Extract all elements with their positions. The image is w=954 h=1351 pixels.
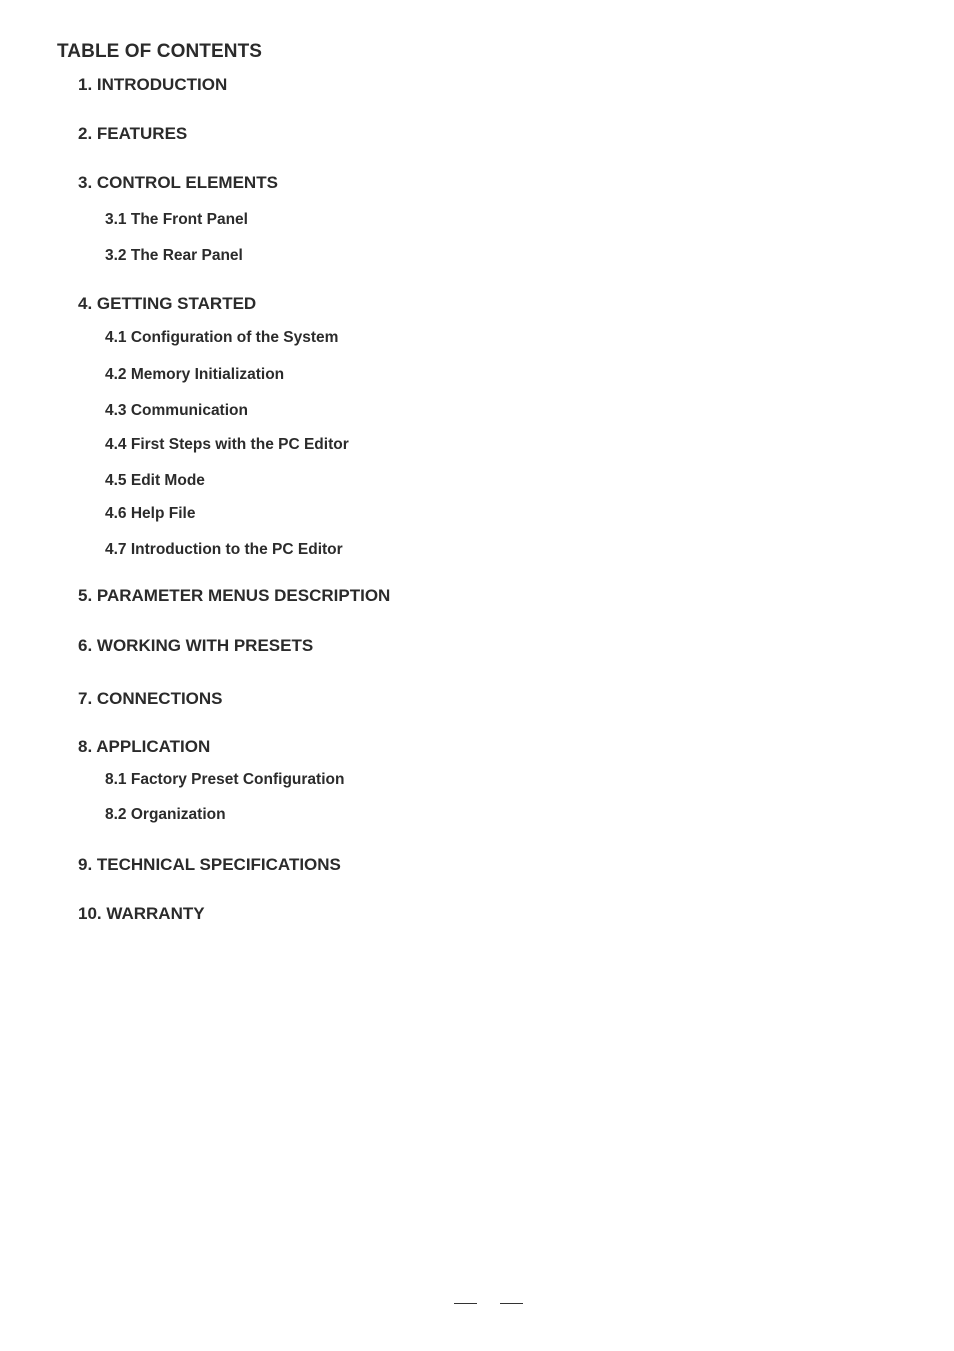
toc-entry-connections: 7. CONNECTIONS (78, 689, 223, 708)
toc-title: TABLE OF CONTENTS (57, 41, 263, 62)
toc-entry-memory-initialization: 4.2 Memory Initialization (105, 366, 285, 383)
page-number-rule-right (500, 1303, 523, 1304)
toc-entry-parameter-menus: 5. PARAMETER MENUS DESCRIPTION (78, 586, 391, 605)
toc-entry-configuration: 4.1 Configuration of the System (105, 329, 339, 346)
page-number-rule-left (454, 1303, 477, 1304)
toc-entry-application: 8. APPLICATION (78, 737, 211, 756)
toc-entry-help-file: 4.6 Help File (105, 505, 196, 522)
toc-entry-technical-specifications: 9. TECHNICAL SPECIFICATIONS (78, 855, 341, 874)
toc-entry-edit-mode: 4.5 Edit Mode (105, 472, 205, 489)
toc-entry-first-steps: 4.4 First Steps with the PC Editor (105, 436, 349, 453)
toc-entry-features: 2. FEATURES (78, 124, 188, 143)
toc-entry-warranty: 10. WARRANTY (78, 904, 205, 923)
toc-entry-factory-preset: 8.1 Factory Preset Configuration (105, 771, 345, 788)
toc-entry-pc-editor-intro: 4.7 Introduction to the PC Editor (105, 541, 343, 558)
toc-entry-front-panel: 3.1 The Front Panel (105, 211, 248, 228)
toc-entry-introduction: 1. INTRODUCTION (78, 75, 228, 94)
toc-entry-rear-panel: 3.2 The Rear Panel (105, 247, 243, 264)
toc-entry-control-elements: 3. CONTROL ELEMENTS (78, 173, 278, 192)
toc-entry-communication: 4.3 Communication (105, 402, 248, 419)
toc-entry-getting-started: 4. GETTING STARTED (78, 294, 257, 313)
toc-entry-organization: 8.2 Organization (105, 806, 226, 823)
toc-entry-working-with-presets: 6. WORKING WITH PRESETS (78, 636, 314, 655)
